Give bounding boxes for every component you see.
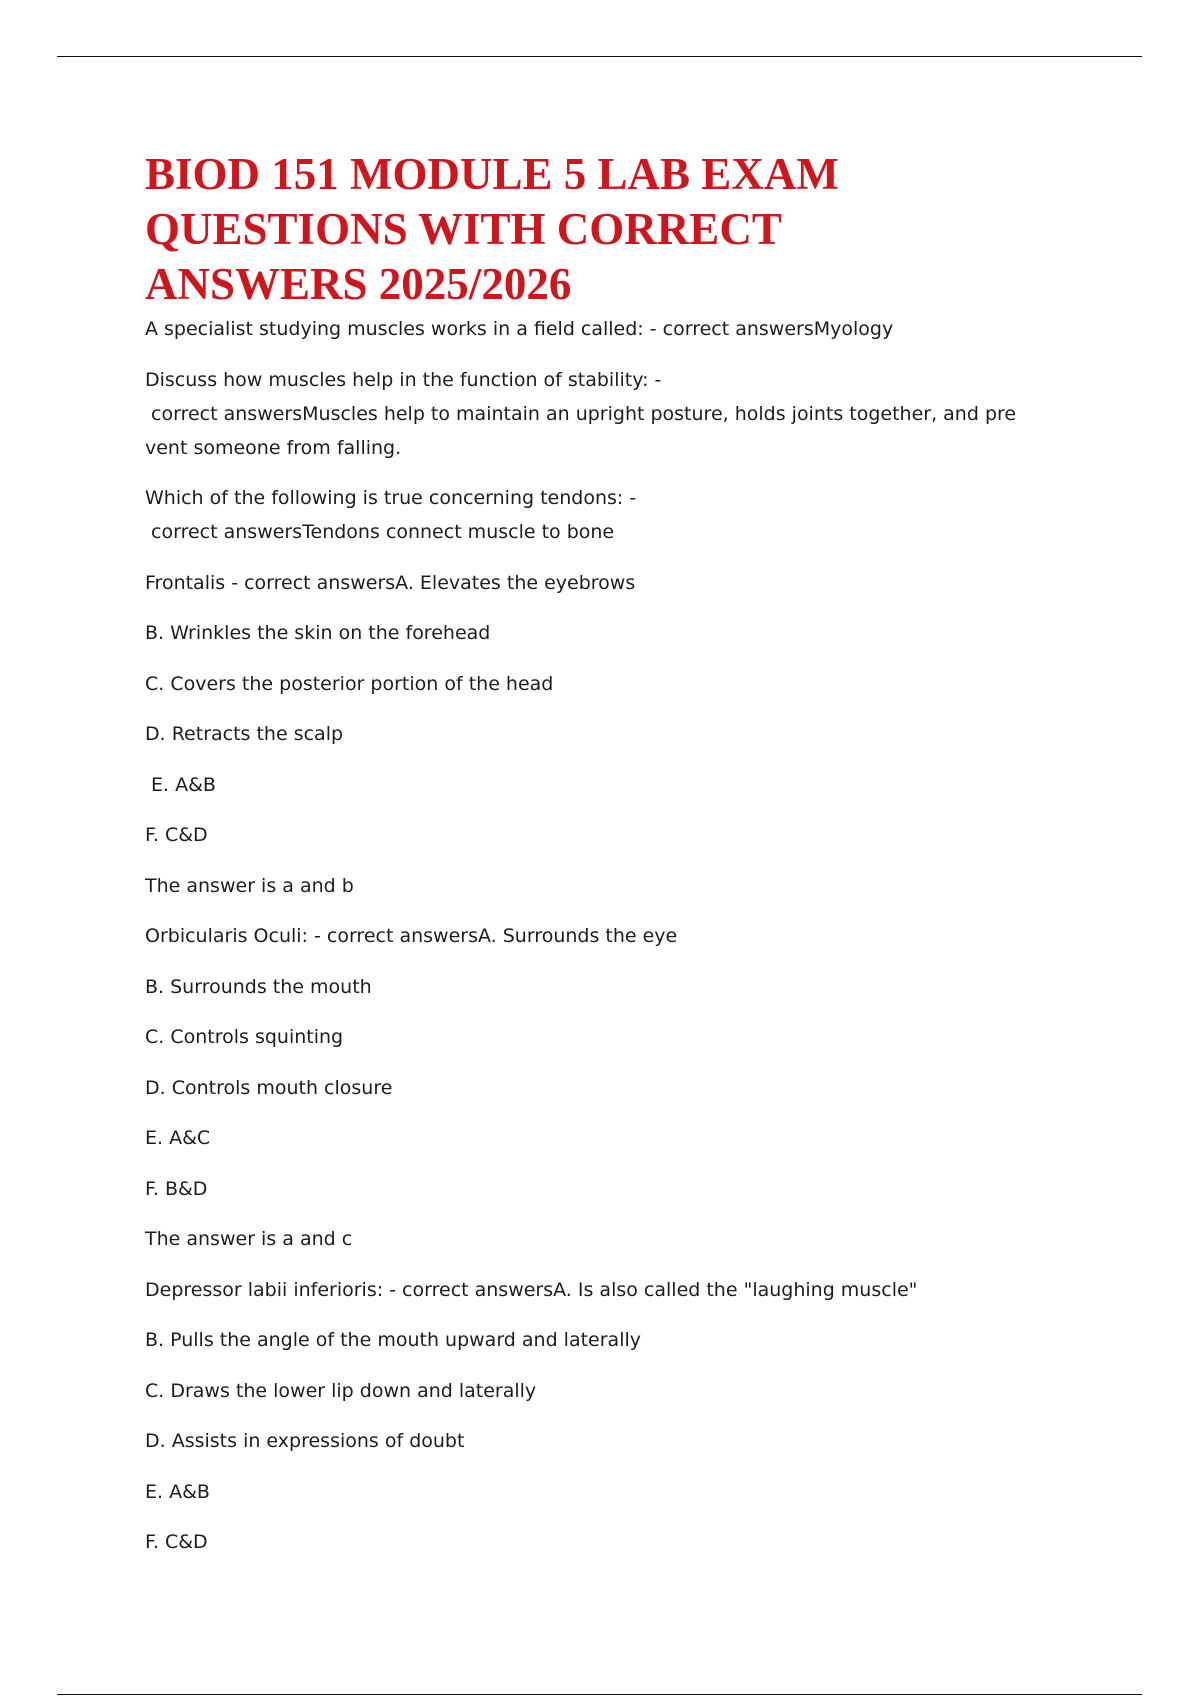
question-paragraph <box>145 566 1145 600</box>
text-line: A specialist studying muscles works in a field called: - correct answersMyology <box>145 318 894 340</box>
question-paragraph <box>145 312 1145 346</box>
question-paragraph <box>145 970 1145 1004</box>
question-paragraph <box>145 667 1145 701</box>
top-rule <box>57 56 1142 57</box>
question-paragraph <box>145 481 1145 549</box>
question-paragraph <box>145 1071 1145 1105</box>
text-line: Frontalis - correct answersA. Elevates the eyebrows <box>145 571 636 594</box>
text-line: E. A&C <box>145 1127 211 1149</box>
text-line: F. B&D <box>145 1177 208 1200</box>
question-paragraph <box>145 919 1145 953</box>
question-paragraph <box>145 1172 1145 1206</box>
question-paragraph <box>145 1273 1145 1307</box>
text-line: Orbicularis Oculi: - correct answersA. Surrounds the eye <box>145 925 678 947</box>
question-paragraph <box>145 1323 1145 1357</box>
document-title: BIOD 151 MODULE 5 LAB EXAM QUESTIONS WITH CORRECT ANSWERS 2025/2026 <box>145 149 839 309</box>
text-line: correct answersTendons connect muscle to bone <box>145 521 615 543</box>
text-line: C. Controls squinting <box>145 1026 344 1048</box>
text-line: The answer is a and c <box>145 1228 353 1250</box>
text-line: Which of the following is true concerning tendons: - <box>145 487 637 509</box>
text-line: E. A&B <box>145 1480 210 1503</box>
question-paragraph <box>145 768 1145 802</box>
text-line: C. Draws the lower lip down and laterally <box>145 1379 537 1402</box>
question-paragraph <box>145 1525 1145 1559</box>
question-paragraph <box>145 1374 1145 1408</box>
text-line: D. Retracts the scalp <box>145 723 344 745</box>
document-body <box>145 147 1145 1576</box>
question-list <box>145 312 1145 1559</box>
text-line: The answer is a and b <box>145 874 354 897</box>
question-paragraph <box>145 363 1145 465</box>
bottom-rule <box>57 1694 1142 1695</box>
question-paragraph <box>145 717 1145 751</box>
text-line: B. Pulls the angle of the mouth upward and laterally <box>145 1329 641 1351</box>
text-line: F. C&D <box>145 824 208 846</box>
question-paragraph <box>145 1475 1145 1509</box>
question-paragraph <box>145 1121 1145 1155</box>
text-line: B. Surrounds the mouth <box>145 975 372 998</box>
question-paragraph <box>145 1424 1145 1458</box>
question-paragraph <box>145 1222 1145 1256</box>
question-paragraph <box>145 616 1145 650</box>
text-line: C. Covers the posterior portion of the head <box>145 672 554 695</box>
question-paragraph <box>145 869 1145 903</box>
text-line: vent someone from falling. <box>145 436 402 459</box>
question-paragraph <box>145 1020 1145 1054</box>
text-line: correct answersMuscles help to maintain an upright posture, holds joints together, and pre <box>145 402 1017 425</box>
question-paragraph <box>145 818 1145 852</box>
text-line: D. Assists in expressions of doubt <box>145 1430 465 1452</box>
text-line: Discuss how muscles help in the function of stability: - <box>145 368 662 391</box>
text-line: F. C&D <box>145 1531 208 1553</box>
text-line: D. Controls mouth closure <box>145 1076 393 1099</box>
text-line: E. A&B <box>145 773 216 796</box>
text-line: B. Wrinkles the skin on the forehead <box>145 622 491 644</box>
text-line: Depressor labii inferioris: - correct answersA. Is also called the "laughing muscle" <box>145 1278 918 1301</box>
